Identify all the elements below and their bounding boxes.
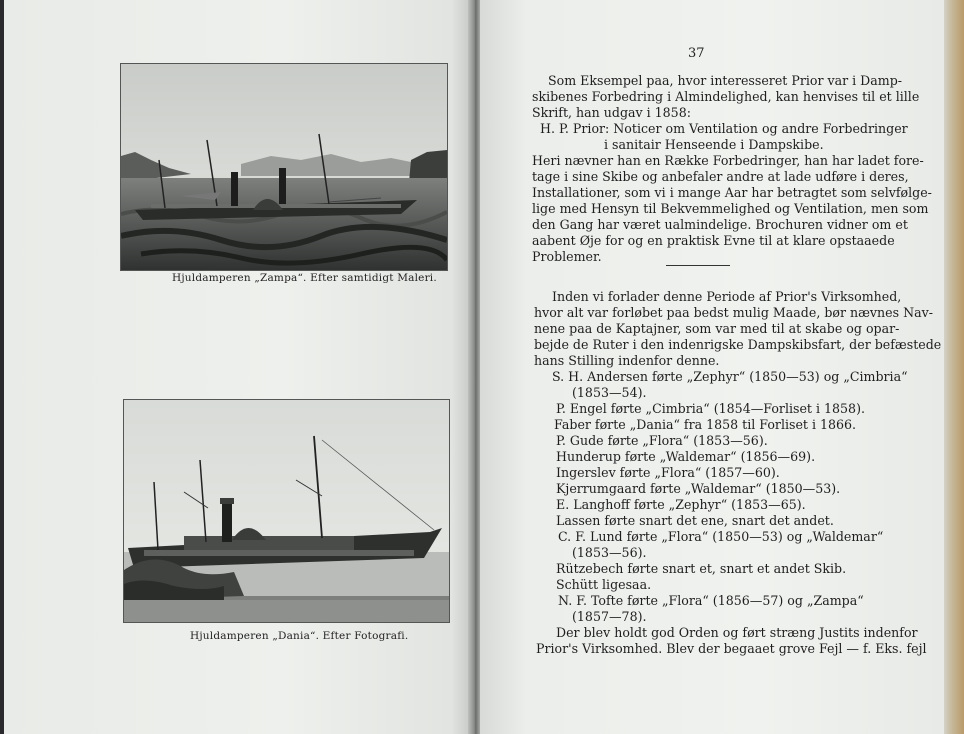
text-line: tage i sine Skibe og anbefaler andre at lade udføre i deres, bbox=[532, 169, 909, 184]
text-line: bejde de Ruter i den indenrigske Dampskibsfart, der befæstede bbox=[534, 337, 942, 352]
text-line: Der blev holdt god Orden og ført stræng Justits indenfor bbox=[556, 625, 918, 640]
text-line: Inden vi forlader denne Periode af Prior's Virksomhed, bbox=[552, 289, 902, 304]
text-line: Schütt ligesaa. bbox=[556, 577, 652, 592]
text-line: aabent Øje for og en praktisk Evne til at klare opstaaede bbox=[532, 233, 895, 248]
text-line: i sanitair Henseende i Dampskibe. bbox=[604, 137, 824, 152]
text-line: Hunderup førte „Waldemar“ (1856—69). bbox=[556, 449, 816, 464]
text-line: H. P. Prior: Noticer om Ventilation og andre Forbedringer bbox=[540, 121, 908, 136]
text-line: Heri nævner han en Række Forbedringer, han har ladet fore- bbox=[532, 153, 924, 168]
figure-caption-dania: Hjuldamperen „Dania“. Efter Fotografi. bbox=[190, 630, 409, 642]
text-line: Ingerslev førte „Flora“ (1857—60). bbox=[556, 465, 780, 480]
text-line: Rützebech førte snart et, snart et andet Skib. bbox=[556, 561, 847, 576]
text-line: P. Engel førte „Cimbria“ (1854—Forliset i 1858). bbox=[556, 401, 865, 416]
text-line: Faber førte „Dania“ fra 1858 til Forliset i 1866. bbox=[554, 417, 857, 432]
text-line: Skrift, han udgav i 1858: bbox=[532, 105, 691, 120]
text-line: Installationer, som vi i mange Aar har betragtet som selvfølge- bbox=[532, 185, 932, 200]
text-line: lige med Hensyn til Bekvemmelighed og Ventilation, men som bbox=[532, 201, 929, 216]
text-line: Som Eksempel paa, hvor interesseret Prior var i Damp- bbox=[548, 73, 903, 88]
text-line: nene paa de Kaptajner, som var med til at skabe og opar- bbox=[534, 321, 900, 336]
text-line: (1853—56). bbox=[572, 545, 647, 560]
text-line: Kjerrumgaard førte „Waldemar“ (1850—53). bbox=[556, 481, 841, 496]
text-line: Lassen førte snart det ene, snart det andet. bbox=[556, 513, 834, 528]
text-line: Problemer. bbox=[532, 249, 602, 264]
text-line: (1857—78). bbox=[572, 609, 647, 624]
section-divider bbox=[666, 265, 730, 266]
text-line: E. Langhoff førte „Zephyr“ (1853—65). bbox=[556, 497, 806, 512]
text-line: hans Stilling indenfor denne. bbox=[534, 353, 720, 368]
text-line: N. F. Tofte førte „Flora“ (1856—57) og „Zampa“ bbox=[558, 593, 864, 608]
text-line: hvor alt var forløbet paa bedst mulig Maade, bør nævnes Nav- bbox=[534, 305, 933, 320]
text-line: skibenes Forbedring i Almindelighed, kan henvises til et lille bbox=[532, 89, 920, 104]
page-number: 37 bbox=[688, 46, 705, 61]
text-line: S. H. Andersen førte „Zephyr“ (1850—53) og „Cimbria“ bbox=[552, 369, 908, 384]
text-line: (1853—54). bbox=[572, 385, 647, 400]
text-line: Prior's Virksomhed. Blev der begaaet grove Fejl — f. Eks. fejl bbox=[536, 641, 927, 656]
text-line: C. F. Lund førte „Flora“ (1850—53) og „Waldemar“ bbox=[558, 529, 884, 544]
text-line: P. Gude førte „Flora“ (1853—56). bbox=[556, 433, 768, 448]
figure-caption-zampa: Hjuldamperen „Zampa“. Efter samtidigt Maleri. bbox=[172, 272, 437, 284]
text-line: den Gang har været ualmindelige. Brochuren vidner om et bbox=[532, 217, 908, 232]
